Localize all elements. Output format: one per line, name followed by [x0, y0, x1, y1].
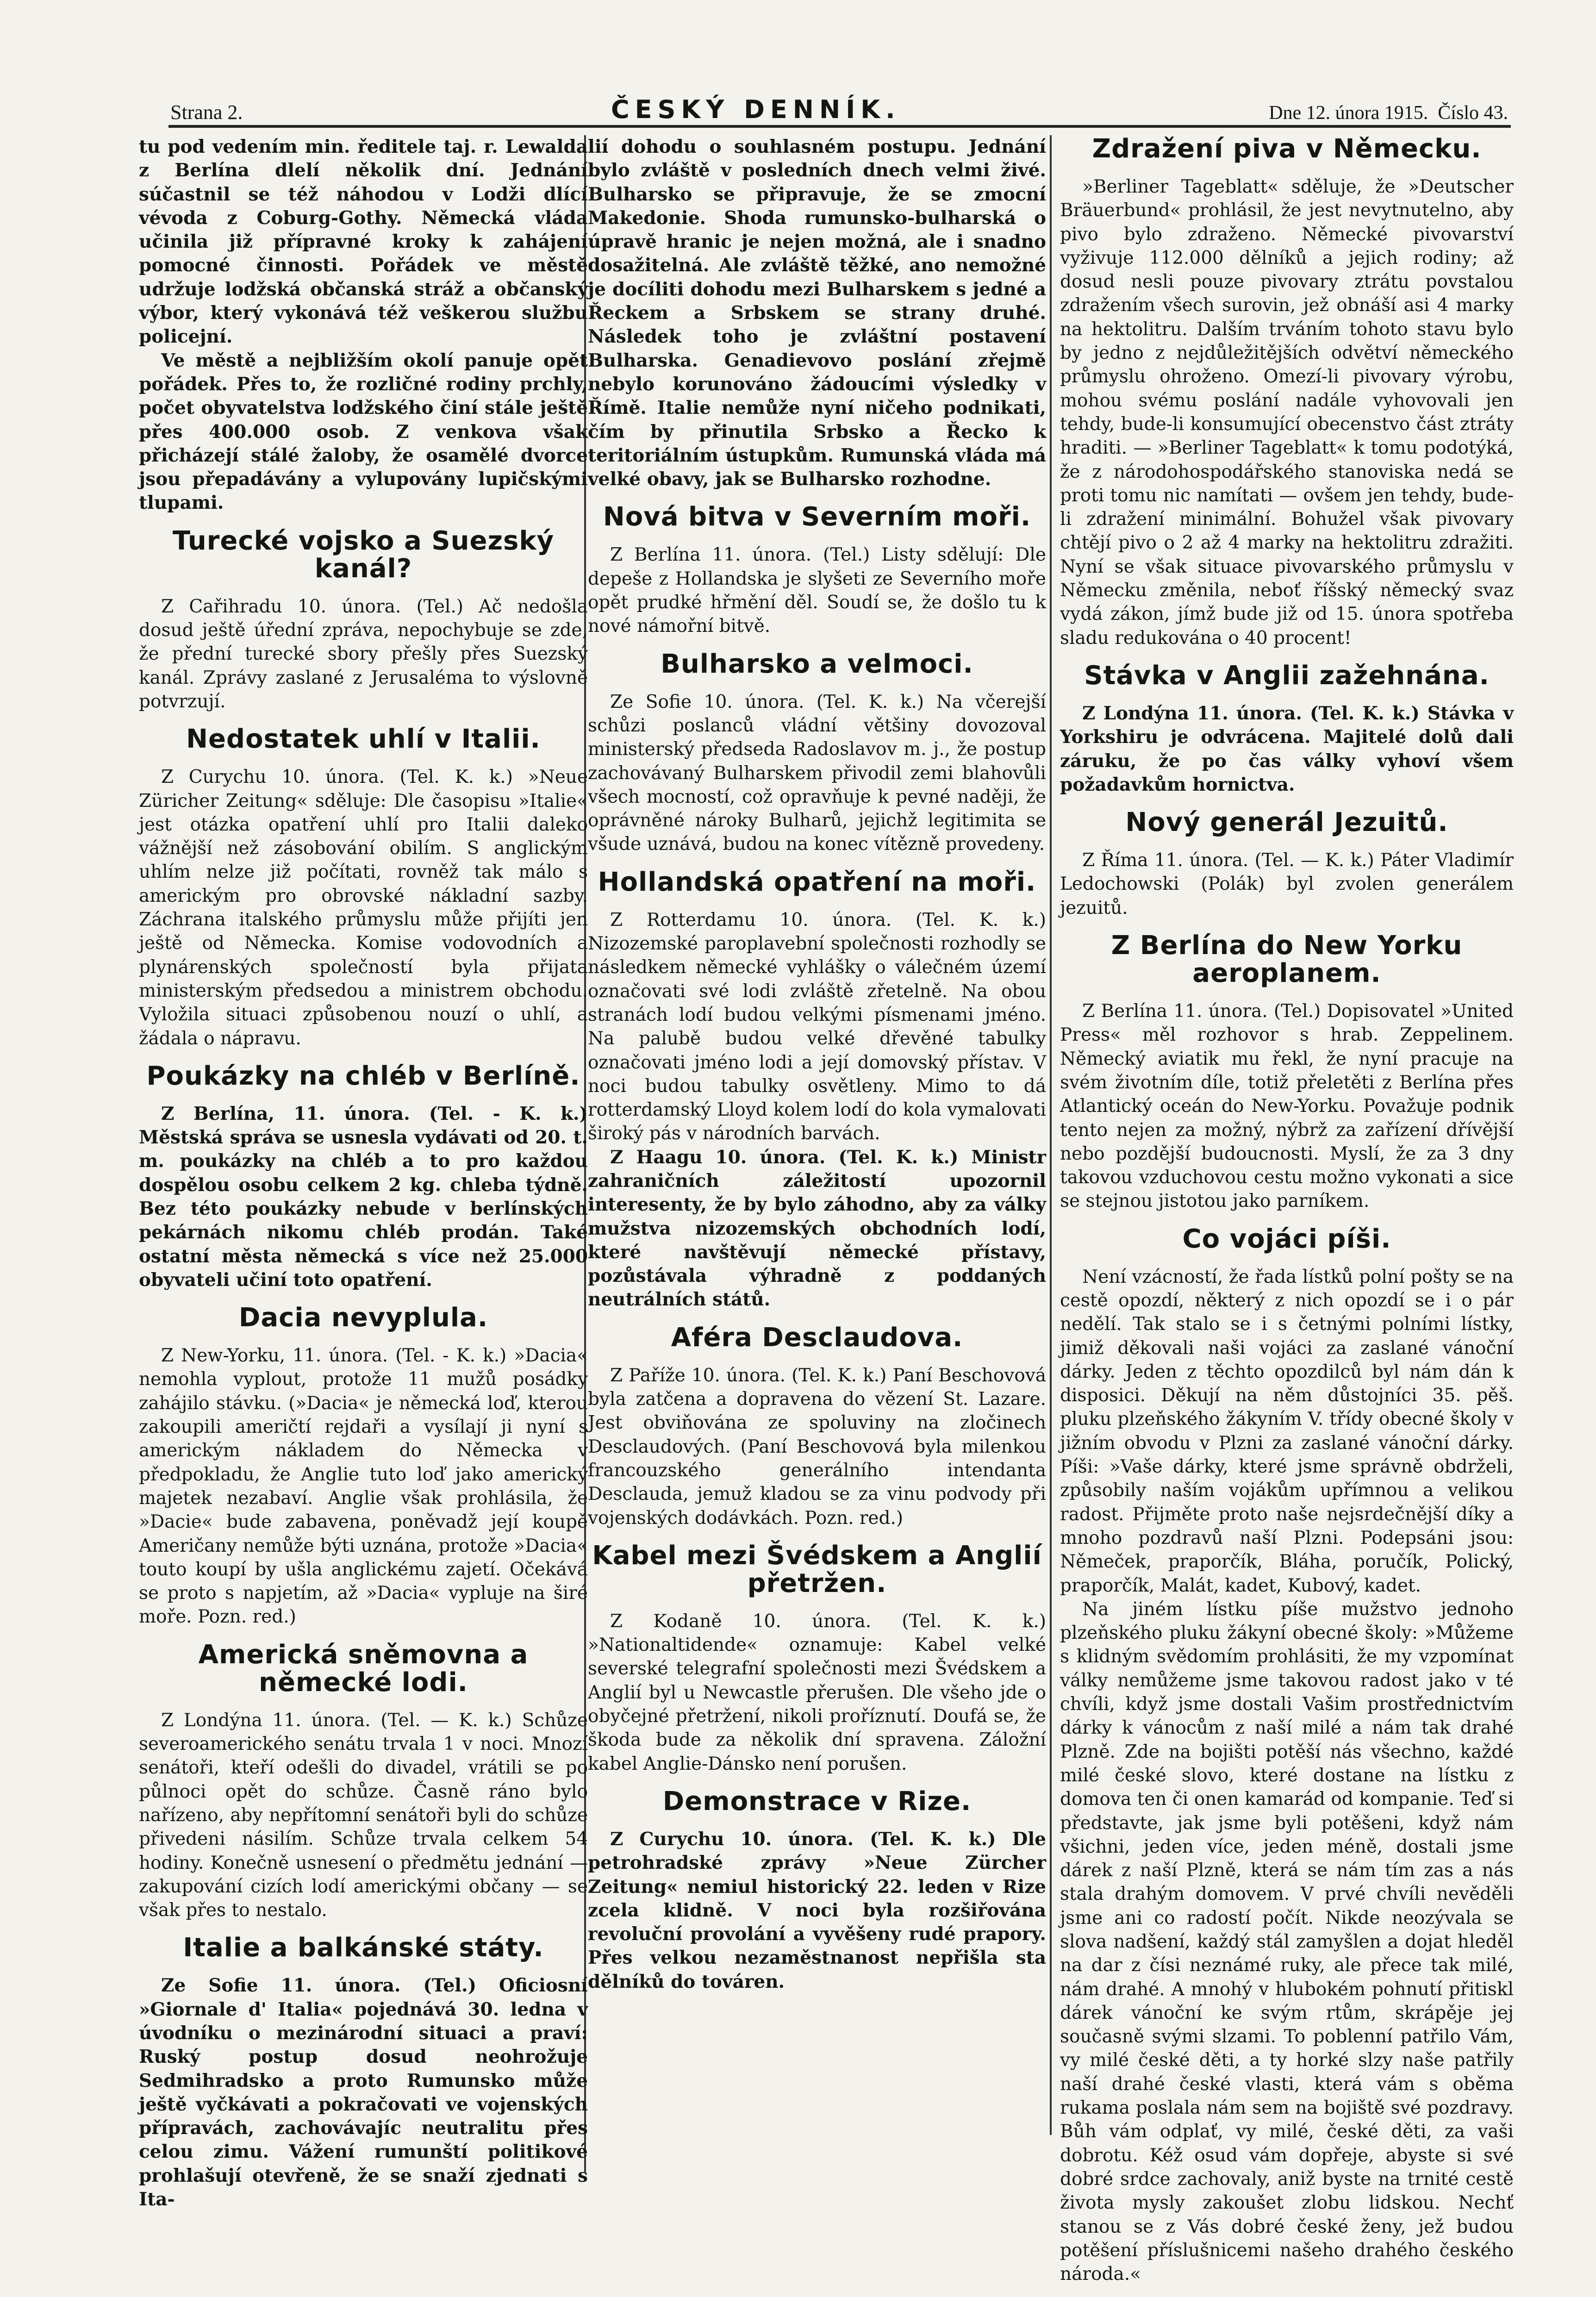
headline: Stávka v Anglii zažehnána. [1084, 660, 1490, 691]
issue-number: Číslo 43. [1438, 102, 1508, 124]
issue-date: Dne 12. února 1915. [1269, 102, 1428, 124]
article-text: tu pod vedením min. ředitele taj. r. Lewalda z Berlína dlelí několik dní. Jednání súčastnil se též náhodou v Lodži dlící vévoda z Coburg-Gothy. Německá vláda učinila již přípravné kroky k zahájení pomocné činnosti. Pořádek ve městě udržuje lodžská občanská stráž a občanský výbor, který vykonává též veškerou službu policejní. [139, 136, 588, 348]
article-text: Z Londýna 11. února. (Tel. K. k.) Stávka v Yorkshiru je odvrácena. Majitelé dolů dali záruku, že po čas války vyhoví všem požadavkům hornictva. [1060, 702, 1514, 795]
article-text: Z Říma 11. února. (Tel. — K. k.) Páter Vladimír Ledochowski (Polák) byl zvolen generálem jezuitů. [1060, 850, 1514, 918]
headline: Hollandská opatření na moři. [598, 867, 1036, 897]
article-text: Z Kodaně 10. února. (Tel. K. k.) »Nationaltidende« oznamuje: Kabel velké severské telegrafní společnosti mezi Švédskem a Anglií byl u Newcastle přerušen. Dle všeho jde o obyčejné přetržení, nikoli proříznutí. Doufá se, že škoda bude za několik dní spravena. Záložní kabel Anglie-Dánsko není porušen. [588, 1610, 1046, 1774]
page-number: Strana 2. [170, 101, 243, 124]
headline: Bulharsko a velmoci. [661, 649, 973, 679]
headline: Americká sněmovna a německé lodi. [198, 1639, 529, 1698]
article-text: Z Paříže 10. února. (Tel. K. k.) Paní Beschovová byla zatčena a dopravena do vězení St. Lazare. Jest obviňována ze spoluviny na zločinech Desclaudových. (Paní Beschovová byla milenkou francouzského generálního intendanta Desclauda, jemuž kladou se za vinu podvody při vojenských dodávkách. Pozn. red.) [588, 1365, 1046, 1529]
headline: Aféra Desclaudova. [671, 1322, 963, 1353]
column-2 [588, 135, 1046, 2181]
article-text: Není vzácností, že řada lístků polní pošty se na cestě opozdí, některý z nich opozdí se i o pár nedělí. Tak stalo se i s četnými polními lístky, jimiž děkovali naši vojáci za zaslané vánoční dárky. Jeden z těchto opozdilců byl nám dán k disposici. Děkují na něm důstojníci 35. pěš. pluku plzeňského žákyním V. třídy obecné školy v jižním obvodu v Plzni za zaslané vánoční dárky. Píši: »Vaše dárky, které jsme správně obdrželi, způsobily naším vojákům upřímnou a velikou radost. Přijměte proto naše nejsrdečnější díky a mnoho pozdravů naší Plzni. Podepsáni jsou: Němeček, praporčík, Bláha, poručík, Polický, praporčík, Malát, kadet, Kubový, kadet. [1060, 1266, 1514, 1596]
article-text: Ve městě a nejbližším okolí panuje opět pořádek. Přes to, že rozličné rodiny prchly, počet obyvatelstva lodžského činí stále ještě přes 400.000 osob. Z venkova však přicházejí stálé žaloby, že osamělé dvorce jsou přepadávány a vylupovány lupičskými tlupami. [139, 350, 588, 514]
article-text: Z Haagu 10. února. (Tel. K. k.) Ministr zahraničních záležitostí upozornil interesenty, že by bylo záhodno, aby za války mužstva nizozemských obchodních lodí, které navštěvují německé přístavy, pozůstávala výhradně z poddaných neutrálních států. [588, 1146, 1046, 1311]
article-text: Ze Sofie 10. února. (Tel. K. k.) Na včerejší schůzi poslanců vládní většiny dovozoval ministerský předseda Radoslavov m. j., že postup zachovávaný Bulharskem přivodil zemi blahovůli všech mocností, což opravňuje k pevné naději, že oprávněné nároky Bulharů, jejichž legitimita se všude uznává, budou na konec vítězně provedeny. [588, 691, 1046, 855]
article-text: Na jiném lístku píše mužstvo jednoho plzeňského pluku žákyní obecné školy: »Můžeme s klidným svědomím prohlásiti, že my vzpomínat války nemůžeme jsme takovou radost jako v té chvíli, když jsme dostali Vašim prostřednictvím dárky k vánocům z naší milé a nám tak drahé Plzně. Zde na bojišti potěší nás všechno, každé milé české slovo, které dostane na lístku z domova ten či onen kamarád od kompanie. Teď si představte, jak jsme byli potěšeni, když nám všichni, jeden více, jeden méně, dostali jsme dárek z naší Plzně, která se nám tím zas a nás stala drahým domovem. V prvé chvíli nevěděli jsme ani co radostí počít. Nikde neozývala se slova nadšení, každý stál zamyšlen a dojat hleděl na dar z čísi neznámé ruky, ale přece tak milé, nám drahé. A mnohý v hlubokém pohnutí přitiskl dárek vánoční ke svým rtům, skrápěje jej současně svými slzami. To poblenní patřilo Vám, vy milé české děti, a ty horké slzy naše patřily naší drahé české vlasti, která vám s oběma rukama poslala nám sem na bojiště své pozdravy. Bůh vám odplať, vy milé, české děti, za vaši dobrotu. Kéž osud vám dopřeje, abyste si své dobré srdce zachovaly, aniž byste na trnité cestě života mysly zakoušet zlobu lidskou. Nechť stanou se z Vás dobré české ženy, jež budou potěšení příslušnicemi našeho drahého českého národa.« [1060, 1598, 1514, 2285]
headline: Zdražení piva v Německu. [1092, 134, 1482, 164]
headline: Nová bitva v Severním moři. [603, 502, 1031, 532]
headline: Dacia nevyplula. [238, 1303, 488, 1333]
headline: Italie a balkánské státy. [183, 1933, 544, 1963]
header-rule [168, 125, 1511, 128]
headline: Poukázky na chléb v Berlíně. [146, 1061, 580, 1091]
column-3 [1060, 134, 1514, 2285]
article-text: Z Berlína 11. února. (Tel.) Dopisovatel »United Press« měl rozhovor s hrab. Zeppelinem. Německý aviatik mu řekl, že nyní pracuje na svém životním díle, totiž přeletěti z Berlína přes Atlantický oceán do New-Yorku. Považuje podnik tento nejen za možný, nýbrž za zařízení dřívější nebo pozdější budoucnosti. Myslí, že za 3 dny takovou vzduchovou cestu možno vykonati a sice se stejnou jistotou jako parníkem. [1060, 1001, 1514, 1212]
headline: Demonstrace v Rize. [662, 1786, 972, 1816]
masthead-title: ČESKÝ DENNÍK. [611, 95, 901, 124]
headline: Turecké vojsko a Suezský kanál? [172, 525, 555, 584]
article-text: Z Curychu 10. února. (Tel. K. k.) »Neue Züricher Zeitung« sděluje: Dle časopisu »Italie« jest otázka opatření uhlí pro Italii daleko vážnější než zásobování obilím. S anglickým uhlím nelze již počítati, rovněž tak málo s americkým pro obrovské nákladní sazby. Záchrana italského průmyslu může přijíti jen ještě od Německa. Komise vodovodních a plynárenských společností byla přijata ministerským předsedou a ministrem obchodu. Vyložila situaci způsobenou nouzí o uhlí, a žádala o nápravu. [139, 767, 588, 1049]
column-divider [1050, 135, 1052, 2135]
headline: Nedostatek uhlí v Italii. [186, 724, 541, 755]
article-text: Z Berlína, 11. února. (Tel. - K. k.) Městská správa se usnesla vydávati od 20. t. m. poukázky na chléb a to pro každou dospělou osobu celkem 2 kg. chleba týdně. Bez této poukázky nebude v berlínských pekárnách nikomu chléb prodán. Také ostatní města německá s více než 25.000 obyvateli učiní toto opatření. [139, 1103, 588, 1291]
page-header [170, 91, 1508, 124]
article-text: Ze Sofie 11. února. (Tel.) Oficiosní »Giornale d' Italia« pojednává 30. ledna v úvodníku o mezinárodní situaci a praví: Ruský postup dosud neohrožuje Sedmihradsko a proto Rumunsko může ještě vyčkávati a pokračovati ve vojenských přípravách, zachovávajíc neutralitu přes celou zimu. Vážení rumunští politikové prohlašují otevřeně, že se snaží zjednati s Ita- [139, 1975, 588, 2210]
headline: Nový generál Jezuitů. [1125, 807, 1448, 838]
article-text: Z Rotterdamu 10. února. (Tel. K. k.) Nizozemské paroplavební společnosti rozhodly se následkem německé vyhlášky o válečném území označovati své lodi zvláště zřetelně. Na obou stranách lodí budou velkými písmenami jméno. Na palubě budou velké dřevěné tabulky označovati jméno lodi a její domovský přístav. V noci budou tabulky osvětleny. Mimo to dá rotterdamský Lloyd kolem lodí do kola vymalovati široký pás v národních barvách. [588, 909, 1046, 1144]
article-text: Z Londýna 11. února. (Tel. — K. k.) Schůze severoamerického senátu trvala 1 v noci. Mnozí senátoři, kteří odešli do divadel, vrátili se po půlnoci opět do schůze. Časně ráno bylo nařízeno, aby nepřítomní senátoři byli do schůze přivedeni násilím. Schůze trvala celkem 54 hodiny. Konečně usnesení o předmětu jednání — zakupování cizích lodí americkými občany — se však přes to nestalo. [139, 1710, 588, 1921]
column-1 [139, 135, 588, 2210]
headline: Co vojáci píši. [1182, 1223, 1391, 1254]
issue-info [1269, 102, 1508, 124]
headline: Z Berlína do New Yorku aeroplanem. [1111, 930, 1463, 989]
article-text: Z Berlína 11. února. (Tel.) Listy sdělují: Dle depeše z Hollandska je slyšeti ze Severního moře opět prudké hřmění děl. Soudí se, že došlo tu k nové námořní bitvě. [588, 544, 1046, 637]
article-text: lií dohodu o souhlasném postupu. Jednání bylo zvláště v posledních dnech velmi živé. Bulharsko se připravuje, že se zmocní Makedonie. Shoda rumunsko-bulharská o úpravě hranic je nejen možná, ale i snadno dosažitelná. Ale zvláště těžké, ano nemožné je docíliti dohodu mezi Bulharskem s jedné a Řeckem a Srbskem se strany druhé. Následek toho je zvláštní postavení Bulharska. Genadievovo poslání zřejmě nebylo korunováno žádoucími výsledky v Římě. Italie nemůže nyní ničeho podnikati, čím by přinutila Srbsko a Řecko k teritoriálním ústupkům. Rumunská vláda má velké obavy, jak se Bulharsko rozhodne. [588, 136, 1046, 490]
article-text: »Berliner Tageblatt« sděluje, že »Deutscher Bräuerbund« prohlásil, že jest nevytnutelno, aby pivo bylo zdraženo. Německé pivovarství vyživuje 112.000 dělníků a jejich rodiny; až dosud nesli pouze pivovary ztrátu povstalou zdražením všech surovin, jež obnáší asi 4 marky na hektolitru. Dalším trváním tohoto stavu bylo by jedno z nejdůležitějších odvětví německého průmyslu ohroženo. Omezí-li pivovary výrobu, mohou svému poslání nadále vyhovovali jen tehdy, bude-li konsumující obecenstvo část ztráty hraditi. — »Berliner Tageblatt« k tomu podotýká, že z národohospodářského stanoviska nedá se proti tomu nic namítati — ovšem jen tehdy, bude-li zdražení minimální. Bohužel však pivovary chtějí pivo o 2 až 4 marky na hektolitru zdražiti. Nyní se však situace pivovarského průmyslu v Německu změnila, neboť říšský německý svaz vydá zákon, jímž bude již od 15. února spotřeba sladu redukována o 40 procent! [1060, 176, 1514, 649]
article-text: Z Cařihradu 10. února. (Tel.) Ač nedošla dosud ještě úřední zpráva, nepochybuje se zde, že přední turecké sbory přešly přes Suezský kanál. Zprávy zaslané z Jerusaléma to výslovně potvrzují. [139, 596, 588, 712]
article-text: Z New-Yorku, 11. února. (Tel. - K. k.) »Dacia« nemohla vyplout, protože 11 mužů posádky zahájilo stávku. (»Dacia« je německá loď, kterou zakoupili američtí rejdaři a vysílají ji nyní s americkým nákladem do Německa v předpokladu, že Anglie tuto loď jako americký majetek nezabaví. Anglie však prohlásila, že »Dacie« bude zabavena, poněvadž její koupě Američany nemůže býti uznána, protože »Dacia« touto koupí by ušla anglickému zajetí. Očekává se proto s napjetím, až »Dacia« vypluje na širé moře. Pozn. red.) [139, 1345, 588, 1628]
article-text: Z Curychu 10. února. (Tel. K. k.) Dle petrohradské zprávy »Neue Zürcher Zeitung« nemiul historický 22. leden v Rize zcela klidně. V noci byla rozšiřována revoluční provolání a vyvěšeny rudé prapory. Přes velkou nezaměstnanost nepřišla sta dělníků do továren. [588, 1828, 1046, 1992]
headline: Kabel mezi Švédskem a Anglií přetržen. [592, 1540, 1042, 1598]
